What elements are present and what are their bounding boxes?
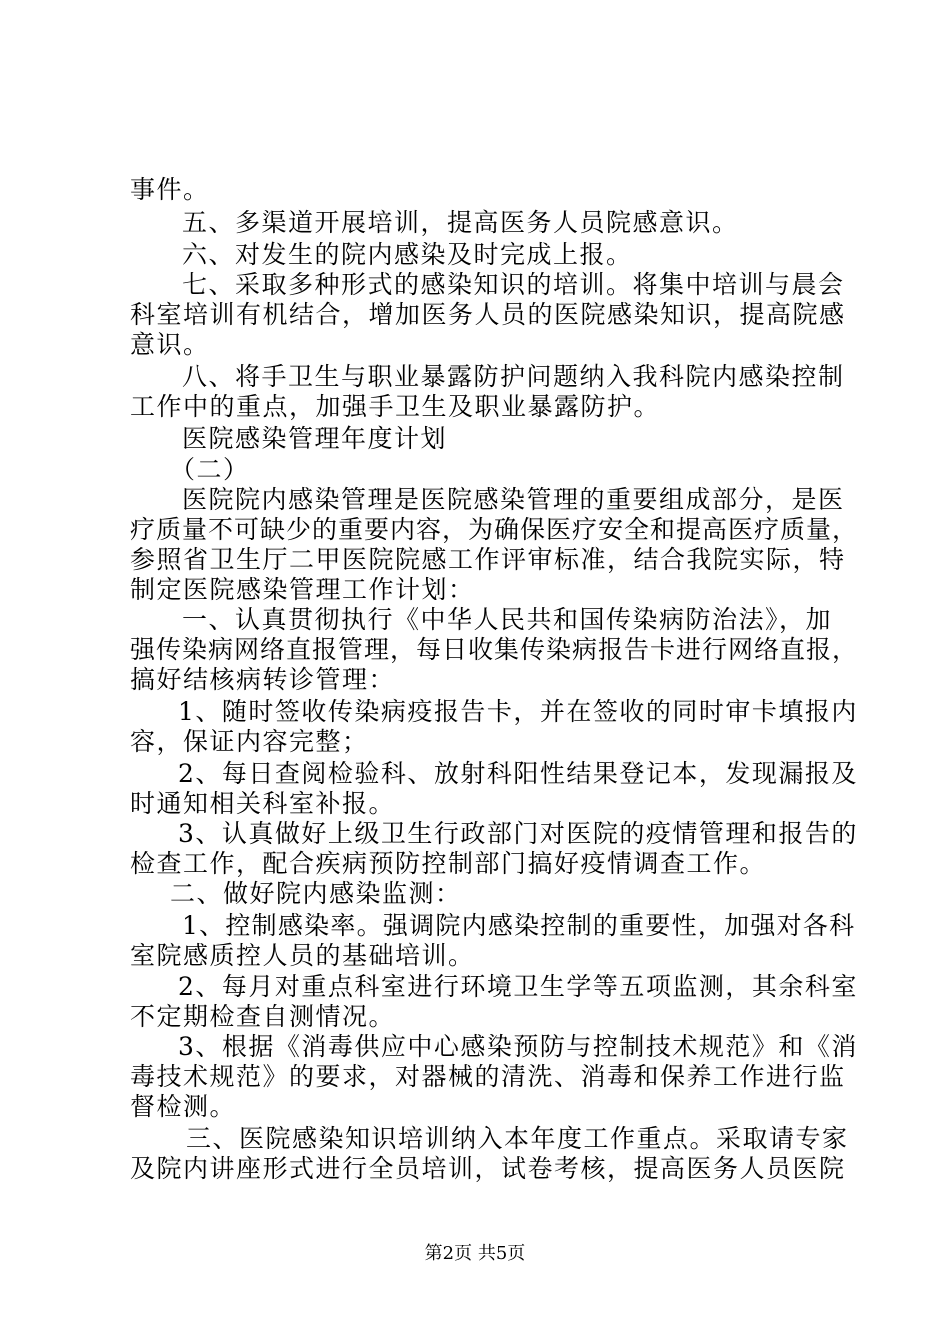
text-line: 事件。 (130, 175, 210, 204)
text-line: 3、认真做好上级卫生行政部门对医院的疫情管理和报告的 (178, 819, 858, 848)
text-line: 意识。 (130, 330, 210, 359)
text-line: （二） (170, 455, 250, 484)
text-line: 五、多渠道开展培训，提高医务人员院感意识。 (182, 208, 739, 237)
text-line: 六、对发生的院内感染及时完成上报。 (182, 240, 633, 269)
text-line: 毒技术规范》的要求，对器械的清洗、消毒和保养工作进行监 (130, 1062, 846, 1091)
text-line: 搞好结核病转诊管理： (130, 665, 396, 694)
text-line: 一、认真贯彻执行《中华人民共和国传染病防治法》，加 (182, 605, 833, 634)
text-line: 2、每月对重点科室进行环境卫生学等五项监测，其余科室 (178, 972, 858, 1001)
text-line: 容，保证内容完整； (130, 727, 369, 756)
text-line: 不定期检查自测情况。 (130, 1002, 396, 1031)
text-line: 检查工作，配合疾病预防控制部门搞好疫情调查工作。 (130, 849, 767, 878)
text-line: 八、将手卫生与职业暴露防护问题纳入我科院内感染控制 (182, 362, 845, 391)
text-line: 工作中的重点，加强手卫生及职业暴露防护。 (130, 392, 661, 421)
text-line: 三、医院感染知识培训纳入本年度工作重点。采取请专家 (186, 1124, 849, 1153)
text-line: 二、做好院内感染监测： (170, 879, 462, 908)
text-line: 七、采取多种形式的感染知识的培训。将集中培训与晨会 (182, 270, 845, 299)
text-line: 时通知相关科室补报。 (130, 789, 396, 818)
text-line: 疗质量不可缺少的重要内容，为确保医疗安全和提高医疗质量， (130, 515, 859, 544)
text-line: 3、根据《消毒供应中心感染预防与控制技术规范》和《消 (178, 1032, 858, 1061)
text-line: 1、随时签收传染病疫报告卡，并在签收的同时审卡填报内 (178, 697, 858, 726)
text-line: 医院院内感染管理是医院感染管理的重要组成部分，是医 (182, 485, 845, 514)
page-number-footer: 第2页 共5页 (424, 1243, 526, 1264)
text-line: 制定医院感染管理工作计划： (130, 575, 475, 604)
text-line: 科室培训有机结合，增加医务人员的医院感染知识，提高院感 (130, 300, 846, 329)
text-line: 强传染病网络直报管理，每日收集传染病报告卡进行网络直报， (130, 635, 859, 664)
text-line: 医院感染管理年度计划 (182, 424, 448, 453)
text-line: 及院内讲座形式进行全员培训，试卷考核，提高医务人员医院 (130, 1154, 846, 1183)
text-line: 2、每日查阅检验科、放射科阳性结果登记本，发现漏报及 (178, 759, 858, 788)
text-line: 室院感质控人员的基础培训。 (130, 941, 475, 970)
text-line: 1、控制感染率。强调院内感染控制的重要性，加强对各科 (182, 911, 856, 940)
text-line: 参照省卫生厅二甲医院院感工作评审标准，结合我院实际，特 (130, 545, 846, 574)
text-line: 督检测。 (130, 1092, 237, 1121)
